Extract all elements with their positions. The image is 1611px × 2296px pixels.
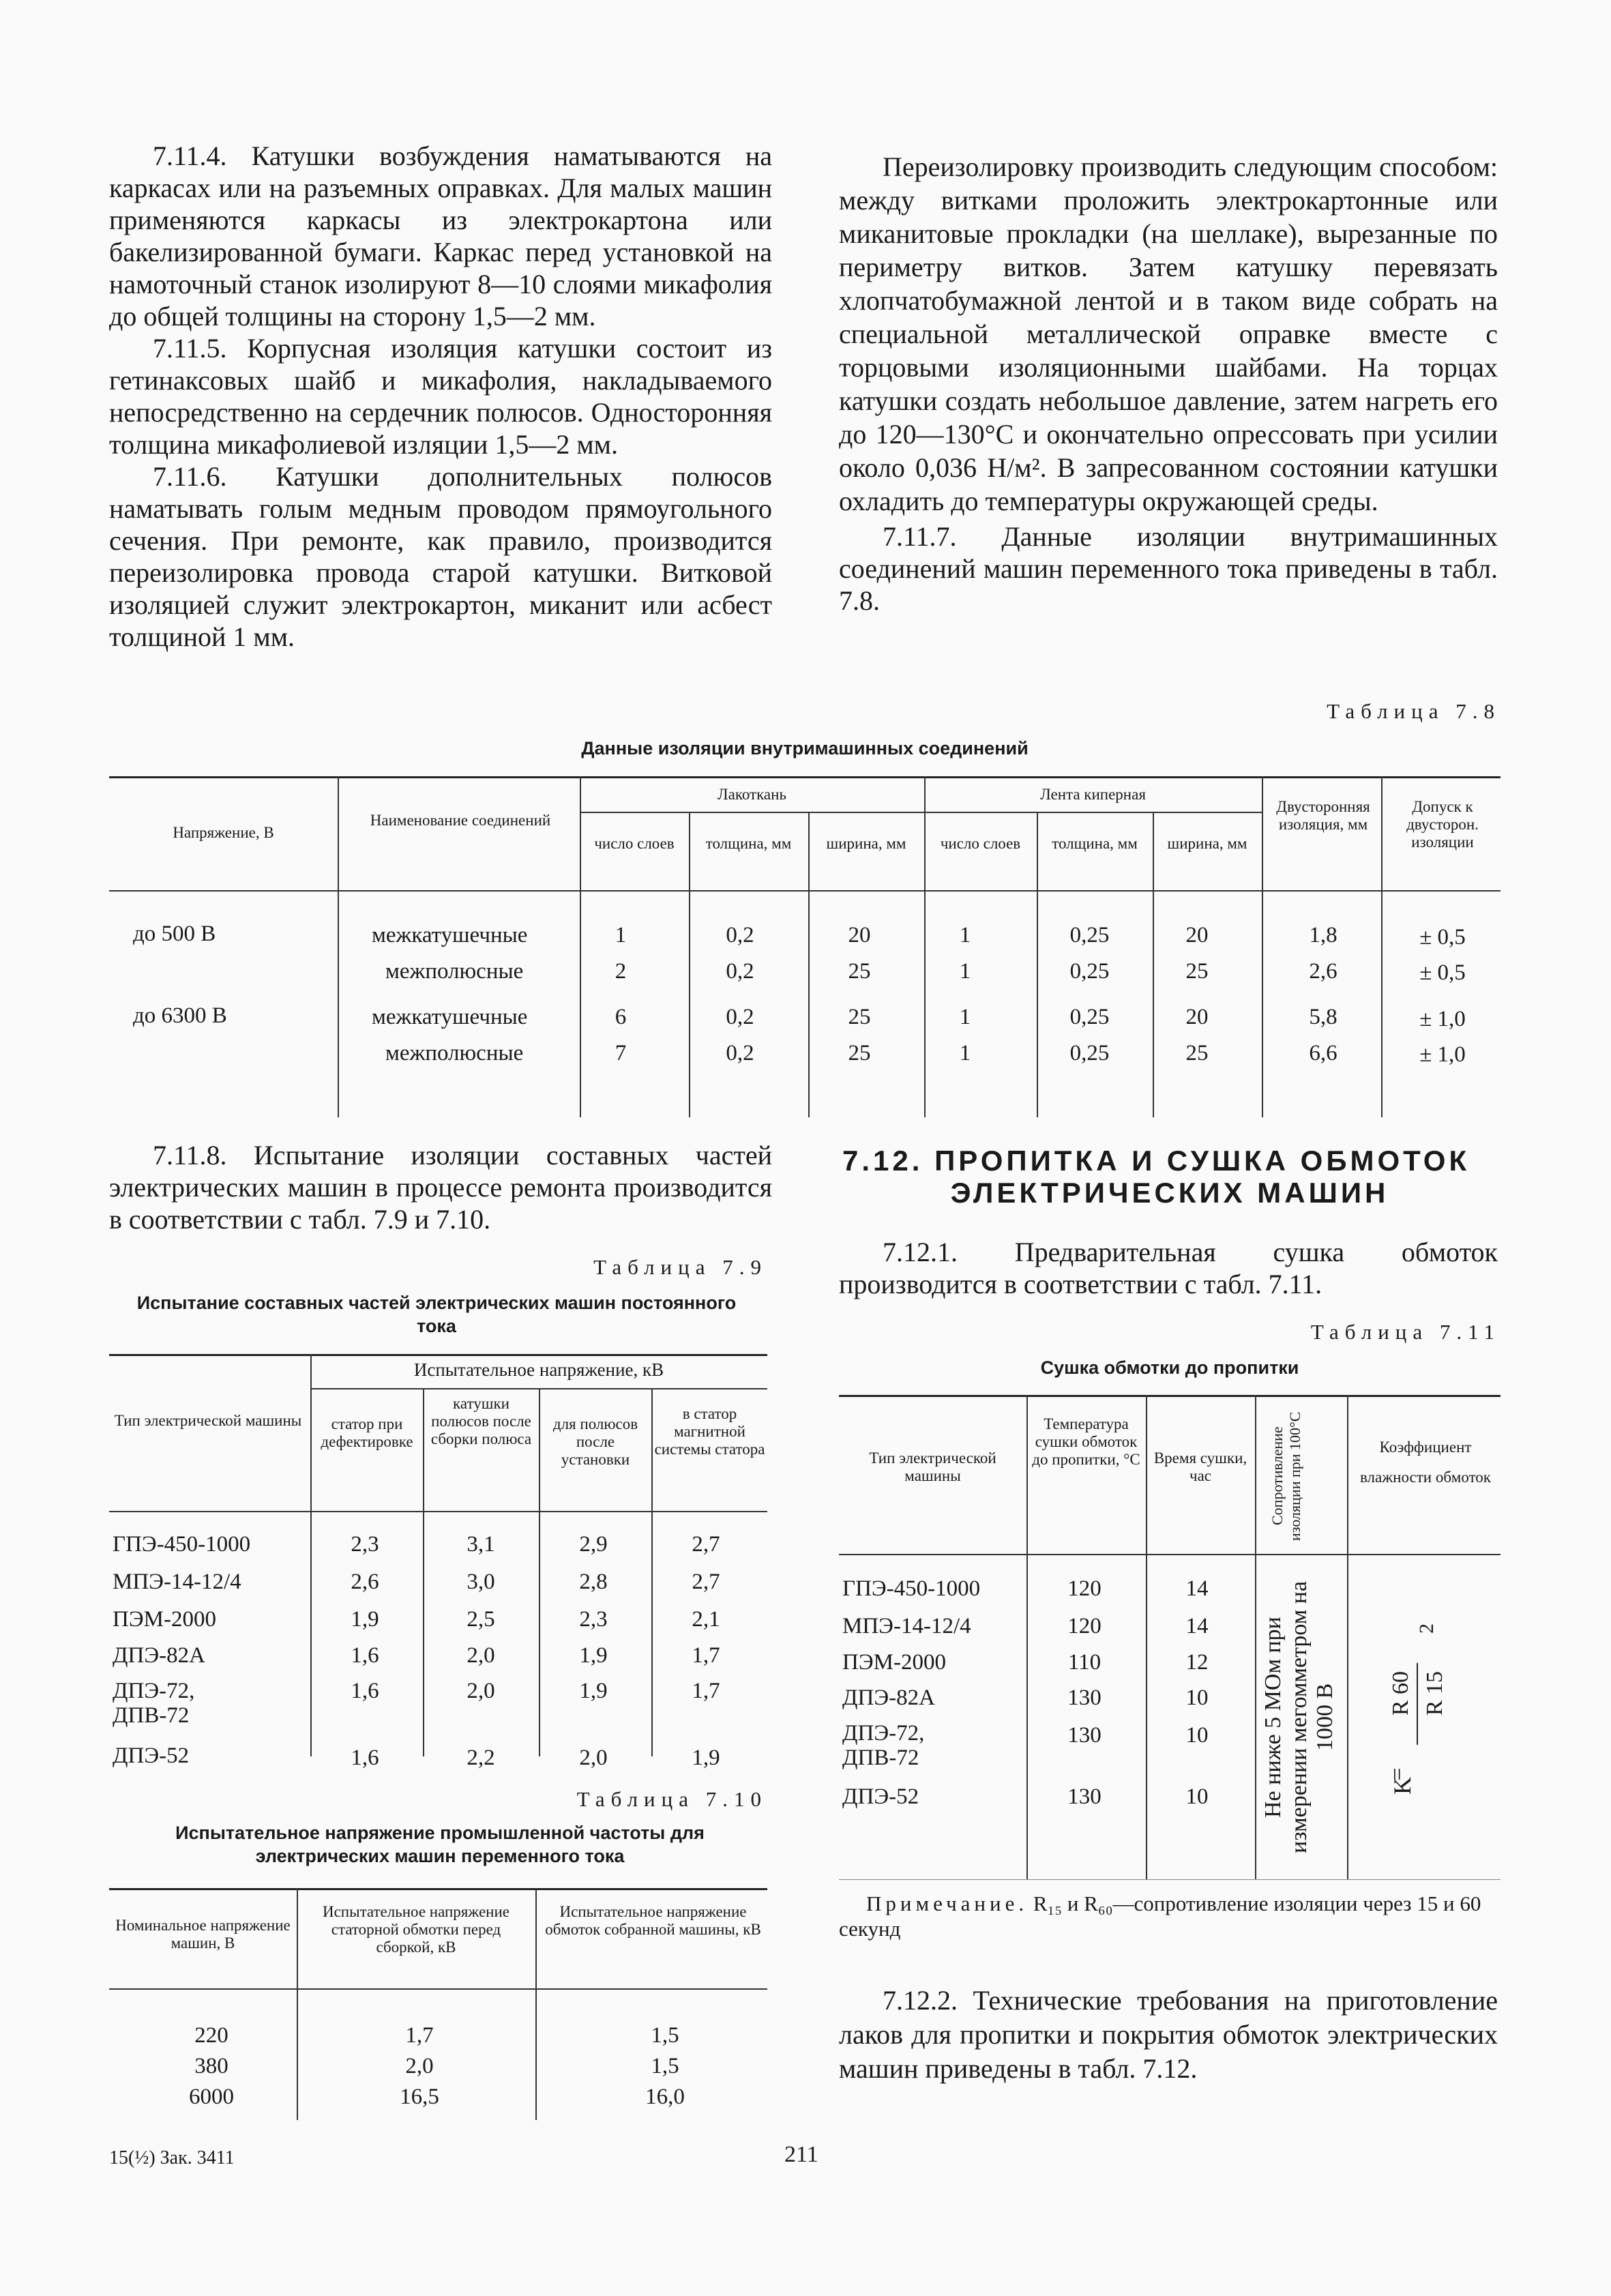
row-v2: 2,0 — [467, 1679, 495, 1703]
table-7-8-title: Данные изоляции внутримашинных соединений — [581, 738, 1029, 759]
row-type: МПЭ-14-12/4 — [113, 1570, 241, 1594]
table-7-9-header-type: Тип электрической машины — [114, 1412, 302, 1429]
row-temp: 130 — [1067, 1723, 1102, 1748]
note-label: Примечание. — [866, 1892, 1029, 1915]
row-tape-thick: 0,25 — [1069, 959, 1110, 984]
row-v3: 2,3 — [579, 1607, 608, 1632]
table-7-10-caption: Таблица 7.10 — [576, 1787, 767, 1811]
table-7-11-header-coefficient: Коэффициент влажности обмоток — [1360, 1439, 1491, 1486]
row-double: 2,6 — [1309, 959, 1337, 984]
row-type: ДПЭ-52 — [113, 1743, 190, 1768]
row-tape-thick: 0,25 — [1069, 1005, 1110, 1029]
row-v2: 3,0 — [467, 1570, 495, 1594]
row-type: ПЭМ-2000 — [842, 1650, 946, 1675]
table-7-11-header-time: Время сушки, час — [1153, 1449, 1247, 1484]
row-type: ПЭМ-2000 — [113, 1607, 216, 1632]
row-name: межкатушечные — [372, 923, 528, 947]
page-number: 211 — [784, 2142, 818, 2167]
row-v3: 1,9 — [579, 1643, 608, 1668]
table-7-8-header-layers-1: число слоев — [594, 835, 675, 852]
row-tape-thick: 0,25 — [1069, 1041, 1110, 1065]
row-tape-layers: 1 — [959, 1041, 971, 1065]
table-7-11-note — [839, 1891, 1501, 1941]
table-7-10-header-assembled: Испытательное напряжение обмоток собранной машины, кВ — [545, 1903, 761, 1938]
table-7-9-header-group: Испытательное напряжение, кВ — [413, 1359, 664, 1380]
row-lak-thick: 0,2 — [726, 1041, 754, 1065]
table-7-9-header-stator: статор при дефектировке — [321, 1415, 413, 1450]
row-lak-layers: 6 — [615, 1005, 627, 1029]
row-type: ДПЭ-72, — [842, 1721, 925, 1746]
table-7-11-title: Сушка обмотки до пропитки — [1040, 1357, 1299, 1378]
row-double: 5,8 — [1309, 1005, 1337, 1029]
row-v4: 1,7 — [692, 1643, 720, 1668]
row-lak-width: 25 — [848, 1005, 871, 1029]
row-v3: 2,8 — [579, 1570, 608, 1594]
row-tape-layers: 1 — [959, 923, 971, 947]
row-lak-layers: 2 — [615, 959, 627, 984]
row-v2: 3,1 — [467, 1532, 495, 1557]
row-type: ДПЭ-72, — [113, 1679, 195, 1703]
row-v2: 2,2 — [467, 1746, 495, 1770]
row-v4: 2,7 — [692, 1570, 720, 1594]
table-7-9-header-magnet: в статор магнитной системы статора — [654, 1405, 765, 1458]
table-7-8-header-name: Наименование соединений — [370, 812, 551, 829]
row-stator: 2,0 — [405, 2054, 434, 2078]
table-7-9-caption: Таблица 7.9 — [593, 1255, 767, 1279]
table-7-10-header-stator: Испытательное напряжение статорной обмотки перед сборкой, кВ — [322, 1903, 510, 1956]
row-temp: 120 — [1067, 1614, 1102, 1638]
row-type: ДПЭ-82А — [113, 1643, 205, 1668]
paragraph-7-12-1-block — [839, 1236, 1498, 1300]
row-stator: 16,5 — [400, 2085, 439, 2109]
row-tape-width: 20 — [1185, 923, 1209, 947]
row-v1: 2,3 — [351, 1532, 379, 1557]
row-v1: 1,6 — [351, 1643, 379, 1668]
row-nominal: 380 — [194, 2054, 228, 2078]
row-v1: 2,6 — [351, 1570, 379, 1594]
row-time: 10 — [1185, 1784, 1209, 1809]
row-tape-layers: 1 — [959, 1005, 971, 1029]
table-7-8-header-tolerance: Допуск к двусторон. изоляции — [1406, 798, 1479, 851]
row-tape-width: 20 — [1185, 1005, 1209, 1029]
table-7-8-header-lakotkan: Лакоткань — [718, 786, 786, 803]
row-lak-width: 20 — [848, 923, 871, 947]
row-v4: 2,1 — [692, 1607, 720, 1632]
table-7-8-header-double: Двусторонняя изоляция, мм — [1276, 798, 1370, 833]
table-7-11-caption: Таблица 7.11 — [1310, 1320, 1501, 1344]
paragraph-7-11-5: 7.11.5. Корпусная изоляция катушки состоит из гетинаксовых шайб и микафолия, накладываемого непосредственно на сердечник полюсов. Односторонняя толщина микафолиевой изляции 1,5—2 мм. — [109, 333, 772, 460]
row-name: межкатушечные — [372, 1005, 528, 1029]
row-tape-width: 25 — [1185, 1041, 1209, 1065]
row-v2: 2,0 — [467, 1643, 495, 1668]
row-stator: 1,7 — [405, 2023, 434, 2048]
paragraph-7-11-4: 7.11.4. Катушки возбуждения наматываются на каркасах или на разъемных оправках. Для малых машин применяются каркасы из электрокартона или бакелизированной бумаги. Каркас перед установкой на намоточный станок изолируют 8—10 слоями микафолия до общей толщины на сторону 1,5—2 мм. — [109, 141, 772, 332]
formula-k: K — [1389, 1777, 1416, 1795]
row-temp: 120 — [1067, 1576, 1102, 1601]
section-title-7-12-line1: 7.12. ПРОПИТКА И СУШКА ОБМОТОК — [842, 1145, 1470, 1177]
row-v4: 1,9 — [692, 1746, 720, 1770]
table-7-8-header-thick-2: толщина, мм — [1052, 835, 1138, 852]
row-name: межполюсные — [385, 1041, 524, 1065]
row-assembled: 1,5 — [651, 2023, 679, 2048]
row-tolerance: ± 1,0 — [1419, 1042, 1466, 1067]
row-time: 12 — [1185, 1650, 1209, 1675]
row-v3: 2,9 — [579, 1532, 608, 1557]
row-v1: 1,9 — [351, 1607, 379, 1632]
row-temp: 110 — [1067, 1650, 1102, 1675]
row-nominal: 6000 — [189, 2085, 234, 2109]
paragraph-7-11-6: 7.11.6. Катушки дополнительных полюсов наматывать голым медным проводом прямоугольного сечения. При ремонте, как правило, производится переизолировка провода старой катушки. Витковой изоляцией служит электрокартон, миканит или асбест толщиной 1 мм. — [109, 461, 772, 652]
row-name: межполюсные — [385, 959, 524, 984]
row-temp: 130 — [1067, 1784, 1102, 1809]
paragraph-7-12-2-block — [839, 1984, 1498, 2086]
row-v2: 2,5 — [467, 1607, 495, 1632]
formula-denominator: R 15 — [1422, 1671, 1447, 1716]
row-assembled: 16,0 — [645, 2085, 685, 2109]
table-7-8-header-width-2: ширина, мм — [1167, 835, 1247, 852]
row-tolerance: ± 0,5 — [1419, 925, 1466, 950]
row-v3: 2,0 — [579, 1746, 608, 1770]
row-time: 14 — [1185, 1614, 1209, 1638]
right-column-top — [839, 150, 1498, 617]
table-7-9-title: Испытание составных частей электрических машин постоянного тока — [136, 1293, 737, 1336]
formula-eq: = — [1385, 1767, 1410, 1781]
table-7-11-resistance-note: Не ниже 5 МОм при измерении мегомметром на 1000 В — [1260, 1580, 1337, 1854]
row-type: МПЭ-14-12/4 — [842, 1614, 971, 1638]
note-text: R₁₅ и R₆₀—сопротивление изоляции через 15 и 60 секунд — [839, 1892, 1481, 1941]
table-7-9-header-coils: катушки полюсов после сборки полюса — [430, 1395, 532, 1447]
row-v1: 1,6 — [351, 1746, 379, 1770]
footer-order: 15(½) Зак. 3411 — [109, 2147, 235, 2168]
paragraph-reinsulation: Переизолировку производить следующим способом: между витками проложить электрокартонные или миканитовые прокладки (на шеллаке), вырезанные по периметру витков. Затем катушку перевязать хлопчатобумажной лентой и в таком виде собрать на специальной металлической оправке вместе с торцовыми изоляционными шайбами. На торцах катушки создать небольшое давление, затем нагреть его до 120—130°С и окончательно опрессовать при усилии около 0,036 Н/м². В запресованном состоянии катушки охладить до температуры окружающей среды. — [839, 151, 1498, 516]
row-type: ДПЭ-82А — [842, 1686, 935, 1710]
table-7-11-formula — [1385, 1623, 1463, 1808]
paragraph-7-11-8: 7.11.8. Испытание изоляции составных частей электрических машин в процессе ремонта производится в соответствии с табл. 7.9 и 7.10. — [109, 1140, 772, 1235]
table-7-8-header-thick-1: толщина, мм — [705, 835, 792, 852]
row-assembled: 1,5 — [651, 2054, 679, 2078]
paragraph-7-12-1: 7.12.1. Предварительная сушка обмоток производится в соответствии с табл. 7.11. — [839, 1237, 1498, 1299]
row-time: 10 — [1185, 1686, 1209, 1710]
row-type: ГПЭ-450-1000 — [842, 1576, 981, 1601]
table-7-8-header-tape: Лента киперная — [1040, 786, 1146, 803]
row-type-2: ДПВ-72 — [113, 1703, 190, 1728]
row-tolerance: ± 0,5 — [1419, 960, 1466, 985]
row-lak-width: 25 — [848, 959, 871, 984]
row-type: ГПЭ-450-1000 — [113, 1532, 251, 1557]
table-7-8-header-width-1: ширина, мм — [826, 835, 906, 852]
table-7-8-header-voltage: Напряжение, В — [173, 824, 274, 841]
row-type: ДПЭ-52 — [842, 1784, 919, 1809]
left-column-top — [109, 140, 772, 653]
row-v4: 1,7 — [692, 1679, 720, 1703]
row-temp: 130 — [1067, 1686, 1102, 1710]
row-double: 1,8 — [1309, 923, 1337, 947]
row-tape-width: 25 — [1185, 959, 1209, 984]
table-7-8-header-layers-2: число слоев — [940, 835, 1021, 852]
table-7-8-caption: Таблица 7.8 — [1327, 699, 1501, 723]
row-lak-width: 25 — [848, 1041, 871, 1065]
row-lak-layers: 7 — [615, 1041, 627, 1065]
formula-value: 2 — [1415, 1623, 1438, 1634]
row-nominal: 220 — [194, 2023, 228, 2048]
formula-numerator: R 60 — [1388, 1671, 1413, 1716]
row-voltage: до 500 В — [133, 922, 216, 946]
row-tape-thick: 0,25 — [1069, 923, 1110, 947]
row-lak-thick: 0,2 — [726, 923, 754, 947]
row-tape-layers: 1 — [959, 959, 971, 984]
table-7-11-header-temp: Температура сушки обмоток до пропитки, °С — [1032, 1415, 1140, 1468]
row-v3: 1,9 — [579, 1679, 608, 1703]
paragraph-7-12-2: 7.12.2. Технические требования на приготовление лаков для пропитки и покрытия обмоток электрических машин приведены в табл. 7.12. — [839, 1985, 1498, 2084]
table-7-9-header-poles: для полюсов после установки — [552, 1415, 638, 1468]
row-lak-thick: 0,2 — [726, 959, 754, 984]
row-time: 14 — [1185, 1576, 1209, 1601]
section-title-7-12-line2: ЭЛЕКТРИЧЕСКИХ МАШИН — [950, 1177, 1389, 1209]
row-type-2: ДПВ-72 — [842, 1746, 919, 1770]
row-lak-thick: 0,2 — [726, 1005, 754, 1029]
formula-bar — [1417, 1663, 1418, 1745]
row-time: 10 — [1185, 1723, 1209, 1748]
row-v4: 2,7 — [692, 1532, 720, 1557]
left-column-bottom — [109, 1139, 772, 1235]
row-tolerance: ± 1,0 — [1419, 1007, 1466, 1031]
row-lak-layers: 1 — [615, 923, 627, 947]
table-7-11-header-type: Тип электрической машины — [869, 1449, 996, 1484]
row-double: 6,6 — [1309, 1041, 1337, 1065]
table-7-11-header-resistance: Сопротивление изоляции при 100°С — [1269, 1411, 1303, 1541]
table-7-10-header-nominal: Номинальное напряжение машин, В — [115, 1917, 291, 1952]
table-7-10-title: Испытательное напряжение промышленной частоты для электрических машин переменного тока — [175, 1823, 705, 1866]
row-voltage: до 6300 В — [133, 1003, 227, 1028]
row-v1: 1,6 — [351, 1679, 379, 1703]
paragraph-7-11-7: 7.11.7. Данные изоляции внутримашинных соединений машин переменного тока приведены в табл. 7.8. — [839, 521, 1498, 616]
